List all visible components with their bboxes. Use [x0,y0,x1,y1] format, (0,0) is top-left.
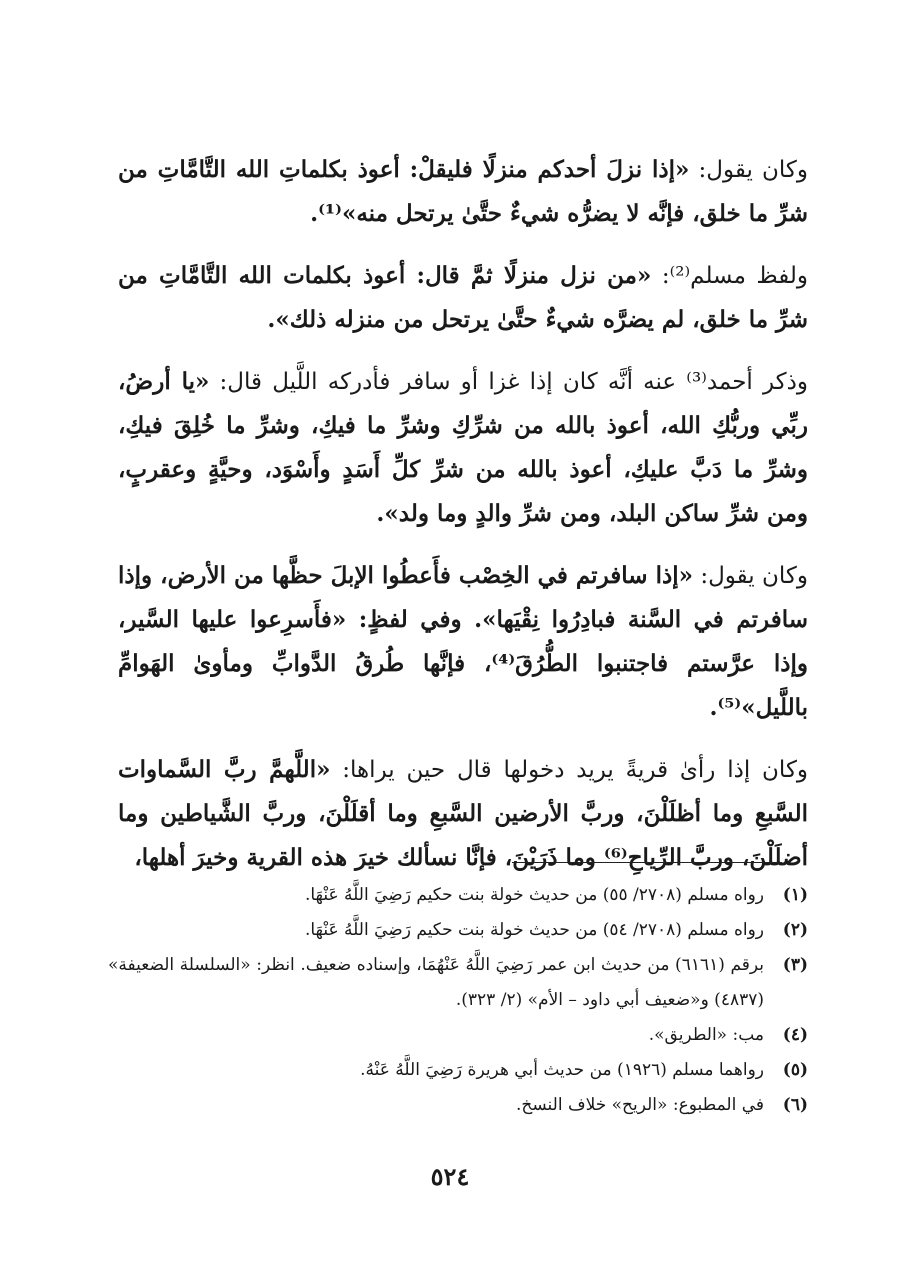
footnote-number: (٤) [782,1025,808,1045]
footnote-5 [108,1053,808,1088]
footnote-number: (٥) [782,1060,808,1080]
footnote-text: في المطبوع: «الريح» خلاف النسخ. [515,1095,764,1115]
page-number: ٥٢٤ [430,1162,470,1191]
footnote-number: (٣) [782,955,808,975]
footnote-number: (٢) [782,920,808,940]
paragraph-2 [118,254,808,342]
footnote-6 [108,1088,808,1123]
paragraph-body: «يا أرضُ، ربِّي وربُّكِ الله، أعوذ بالله من شرِّكِ وشرِّ ما فيكِ، وشرِّ ما خُلِقَ فيكِ، وشرِّ ما دَبَّ عليكِ، أعوذ بالله من شرِّ كلِّ أَسَدٍ وأَسْوَد، وحيَّةٍ وعقربٍ، ومن شرِّ ساكن البلد، ومن شرِّ والدٍ وما ولد». [118,368,808,527]
paragraph-4 [118,554,808,730]
paragraph-lead: وكان إذا رأىٰ قريةً يريد دخولها قال حين يراها: [330,757,808,783]
footnote-text: رواهما مسلم (١٩٢٦) من حديث أبي هريرة رَضِيَ اللَّهُ عَنْهُ. [360,1060,764,1080]
paragraph-body: «إذا سافرتم في الخِصْب فأَعطُوا الإبلَ حظَّها من الأرض، وإذا سافرتم في السَّنة فبادِرُوا نِقْيَها». وفي لفظٍ: «فأَسرِعوا عليها السَّير، وإذا عرَّستم فاجتنبوا الطُّرُقَ⁽⁴⁾، فإنَّها طُرقُ الدَّوابِّ ومأوىٰ الهَوامِّ باللَّيل»⁽⁵⁾. [118,562,808,721]
footnote-divider [512,862,782,863]
footnote-text: مب: «الطريق». [648,1025,764,1045]
footnotes [108,878,808,1123]
paragraph-5 [118,748,808,880]
paragraph-body: «من نزل منزلًا ثمَّ قال: أعوذ بكلمات الله التَّامَّاتِ من شرِّ ما خلق، لم يضرَّه شيءٌ حتَّىٰ يرتحل من منزله ذلك». [118,262,808,333]
footnote-3 [108,948,808,1018]
paragraph-body: «إذا نزلَ أحدكم منزلًا فليقلْ: أعوذ بكلماتِ الله التَّامَّاتِ من شرِّ ما خلق، فإنَّه لا يضرُّه شيءٌ حتَّىٰ يرتحل منه»⁽¹⁾. [118,156,808,227]
footnote-number: (٦) [782,1095,808,1115]
paragraph-lead: وكان يقول: [689,157,808,183]
footnote-1 [108,878,808,913]
paragraph-body: «اللَّهمَّ ربَّ السَّماوات السَّبعِ وما أظلَلْنَ، وربَّ الأرضين السَّبعِ وما أقلَلْنَ، وربَّ الشَّياطين وما أضلَلْنَ، وربَّ الرِّياحِ⁽⁶⁾ وما ذَرَيْنَ، فإنَّا نسألك خيرَ هذه القرية وخيرَ أهلها، [118,756,808,871]
paragraph-1 [118,148,808,236]
paragraph-lead: وذكر أحمد⁽³⁾ عنه أنَّه كان إذا غزا أو سافر فأدركه اللَّيل قال: [209,369,808,395]
paragraph-3 [118,360,808,536]
footnote-number: (١) [782,885,808,905]
paragraph-lead: ولفظ مسلم⁽²⁾: [651,263,808,289]
footnote-text: رواه مسلم (٢٧٠٨/ ٥٥) من حديث خولة بنت حكيم رَضِيَ اللَّهُ عَنْهَا. [304,885,764,905]
footnote-text: رواه مسلم (٢٧٠٨/ ٥٤) من حديث خولة بنت حكيم رَضِيَ اللَّهُ عَنْهَا. [304,920,764,940]
main-text [118,148,808,898]
footnote-2 [108,913,808,948]
paragraph-lead: وكان يقول: [692,563,808,589]
footnote-text: برقم (٦١٦١) من حديث ابن عمر رَضِيَ اللَّهُ عَنْهُمَا، وإسناده ضعيف. انظر: «السلسلة الضعيفة» (٤٨٣٧) و«ضعيف أبي داود – الأم» (٢/ ٣٢٣). [108,955,765,1010]
footnote-4 [108,1018,808,1053]
